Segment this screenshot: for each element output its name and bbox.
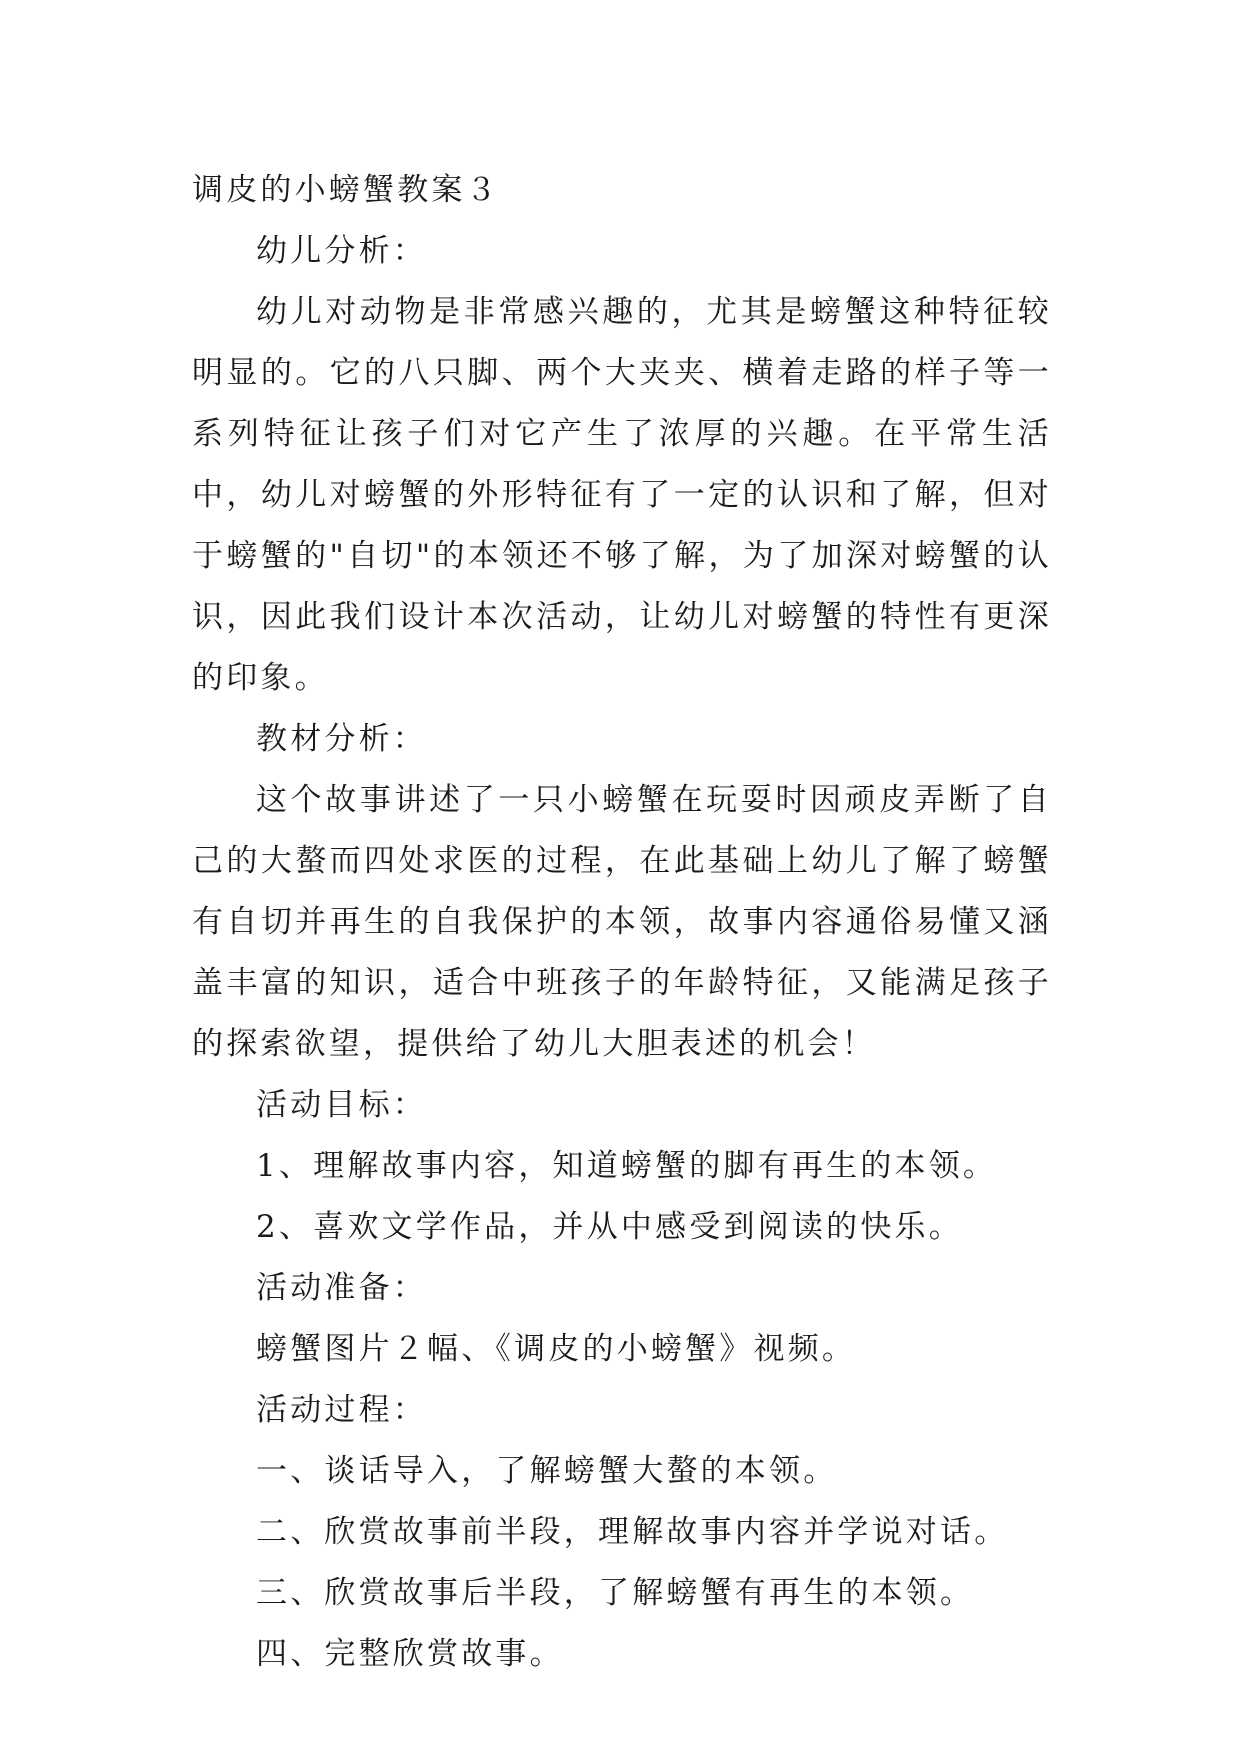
process-step: 三、欣赏故事后半段，了解螃蟹有再生的本领。 [256, 1575, 975, 1611]
document-page [192, 160, 1052, 1685]
section-heading-preparation: 活动准备： [256, 1270, 427, 1306]
section-heading-material-analysis: 教材分析： [256, 721, 427, 757]
process-step: 四、完整欣赏故事。 [256, 1636, 564, 1672]
process-step: 一、谈话导入，了解螃蟹大螯的本领。 [256, 1453, 838, 1489]
paragraph-child-analysis: 幼儿对动物是非常感兴趣的，尤其是螃蟹这种特征较明显的。它的八只脚、两个大夹夹、横着走路的样子等一系列特征让孩子们对它产生了浓厚的兴趣。在平常生活中，幼儿对螃蟹的外形特征有了一定的认识和了解，但对于螃蟹的"自切"的本领还不够了解，为了加深对螃蟹的认识，因此我们设计本次活动，让幼儿对螃蟹的特性有更深的印象。 [192, 294, 1052, 696]
section-heading-process: 活动过程： [256, 1392, 427, 1428]
goal-item: 1、理解故事内容，知道螃蟹的脚有再生的本领。 [256, 1148, 998, 1184]
process-step: 二、欣赏故事前半段，理解故事内容并学说对话。 [256, 1514, 1009, 1550]
document-title: 调皮的小螃蟹教案３ [192, 172, 500, 208]
section-heading-goals: 活动目标： [256, 1087, 427, 1123]
section-heading-child-analysis: 幼儿分析： [256, 233, 427, 269]
goal-item: 2、喜欢文学作品，并从中感受到阅读的快乐。 [256, 1209, 963, 1245]
paragraph-material-analysis: 这个故事讲述了一只小螃蟹在玩耍时因顽皮弄断了自己的大螯而四处求医的过程，在此基础上幼儿了解了螃蟹有自切并再生的自我保护的本领，故事内容通俗易懂又涵盖丰富的知识，适合中班孩子的年龄特征，又能满足孩子的探索欲望，提供给了幼儿大胆表述的机会！ [192, 782, 1052, 1062]
preparation-item: 螃蟹图片２幅、《调皮的小螃蟹》视频。 [256, 1331, 857, 1367]
